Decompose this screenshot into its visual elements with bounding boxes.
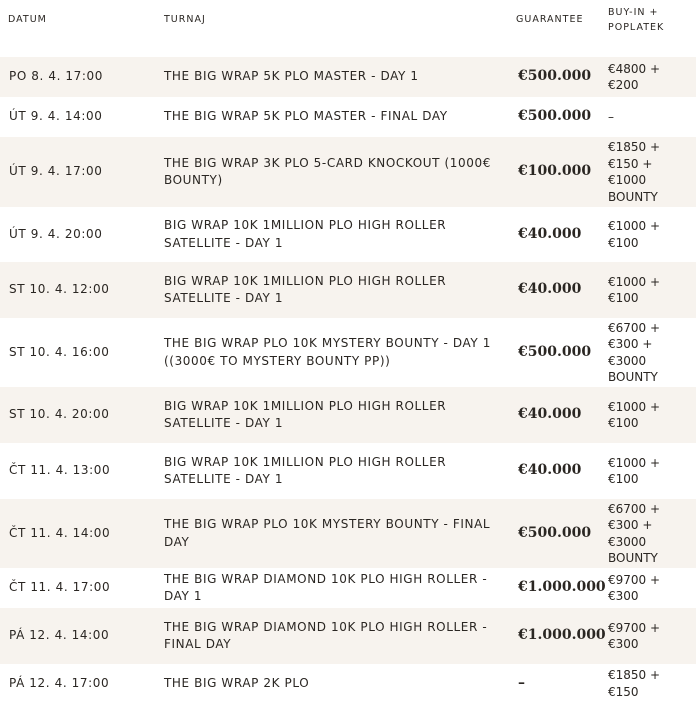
row-guarantee: €1.000.000 (516, 568, 604, 608)
row-guarantee: – (516, 664, 604, 703)
row-tournament: THE BIG WRAP 2K PLO (156, 664, 516, 703)
row-date: ÚT 9. 4. 14:00 (0, 97, 156, 137)
row-date: PÁ 12. 4. 14:00 (0, 608, 156, 664)
table-row (0, 568, 696, 608)
row-buyin: €1000 + €100 (604, 387, 696, 443)
row-date: ST 10. 4. 20:00 (0, 387, 156, 443)
row-guarantee: €40.000 (516, 443, 604, 499)
table-row (0, 443, 696, 499)
table-body (0, 57, 696, 703)
row-guarantee: €1.000.000 (516, 608, 604, 664)
row-buyin: €1000 + €100 (604, 262, 696, 318)
row-tournament: THE BIG WRAP PLO 10K MYSTERY BOUNTY - DAY 1 ((3000€ TO MYSTERY BOUNTY PP)) (156, 318, 516, 387)
row-date: ST 10. 4. 16:00 (0, 318, 156, 387)
row-buyin: – (604, 97, 696, 137)
row-date: ÚT 9. 4. 20:00 (0, 207, 156, 262)
header-guarantee: GUARANTEE (516, 14, 584, 25)
header-tournament: TURNAJ (164, 14, 206, 25)
table-row (0, 608, 696, 664)
header-buyin: BUY-IN + POPLATEK (608, 7, 665, 33)
row-tournament: THE BIG WRAP 5K PLO MASTER - FINAL DAY (156, 97, 516, 137)
table-row (0, 387, 696, 443)
row-buyin: €1850 + €150 + €1000 BOUNTY (604, 137, 696, 207)
table-row (0, 57, 696, 97)
table-row (0, 499, 696, 568)
row-date: PÁ 12. 4. 17:00 (0, 664, 156, 703)
row-tournament: BIG WRAP 10K 1MILLION PLO HIGH ROLLER SATELLITE - DAY 1 (156, 387, 516, 443)
table-row (0, 137, 696, 207)
row-buyin: €6700 + €300 + €3000 BOUNTY (604, 499, 696, 568)
row-guarantee: €100.000 (516, 137, 604, 207)
row-buyin: €1850 + €150 (604, 664, 696, 703)
table-row (0, 262, 696, 318)
row-buyin: €1000 + €100 (604, 443, 696, 499)
table-row (0, 318, 696, 387)
row-date: PO 8. 4. 17:00 (0, 57, 156, 97)
row-tournament: THE BIG WRAP DIAMOND 10K PLO HIGH ROLLER - FINAL DAY (156, 608, 516, 664)
row-date: ČT 11. 4. 14:00 (0, 499, 156, 568)
row-tournament: BIG WRAP 10K 1MILLION PLO HIGH ROLLER SATELLITE - DAY 1 (156, 443, 516, 499)
row-date: ČT 11. 4. 13:00 (0, 443, 156, 499)
table-row (0, 97, 696, 137)
row-guarantee: €500.000 (516, 97, 604, 137)
row-tournament: THE BIG WRAP DIAMOND 10K PLO HIGH ROLLER - DAY 1 (156, 568, 516, 608)
row-guarantee: €500.000 (516, 318, 604, 387)
row-buyin: €6700 + €300 + €3000 BOUNTY (604, 318, 696, 387)
row-buyin: €1000 + €100 (604, 207, 696, 262)
header-row (0, 0, 696, 57)
table-header (0, 0, 696, 57)
row-date: ČT 11. 4. 17:00 (0, 568, 156, 608)
table-row (0, 207, 696, 262)
table-row (0, 664, 696, 703)
row-tournament: THE BIG WRAP 5K PLO MASTER - DAY 1 (156, 57, 516, 97)
row-guarantee: €500.000 (516, 499, 604, 568)
row-date: ST 10. 4. 12:00 (0, 262, 156, 318)
row-tournament: THE BIG WRAP 3K PLO 5-CARD KNOCKOUT (1000€ BOUNTY) (156, 137, 516, 207)
row-buyin: €9700 + €300 (604, 568, 696, 608)
row-tournament: BIG WRAP 10K 1MILLION PLO HIGH ROLLER SATELLITE - DAY 1 (156, 262, 516, 318)
row-guarantee: €500.000 (516, 57, 604, 97)
row-buyin: €4800 + €200 (604, 57, 696, 97)
row-guarantee: €40.000 (516, 387, 604, 443)
row-tournament: BIG WRAP 10K 1MILLION PLO HIGH ROLLER SATELLITE - DAY 1 (156, 207, 516, 262)
row-guarantee: €40.000 (516, 207, 604, 262)
header-date: DATUM (8, 14, 47, 25)
row-date: ÚT 9. 4. 17:00 (0, 137, 156, 207)
row-guarantee: €40.000 (516, 262, 604, 318)
row-tournament: THE BIG WRAP PLO 10K MYSTERY BOUNTY - FINAL DAY (156, 499, 516, 568)
row-buyin: €9700 + €300 (604, 608, 696, 664)
